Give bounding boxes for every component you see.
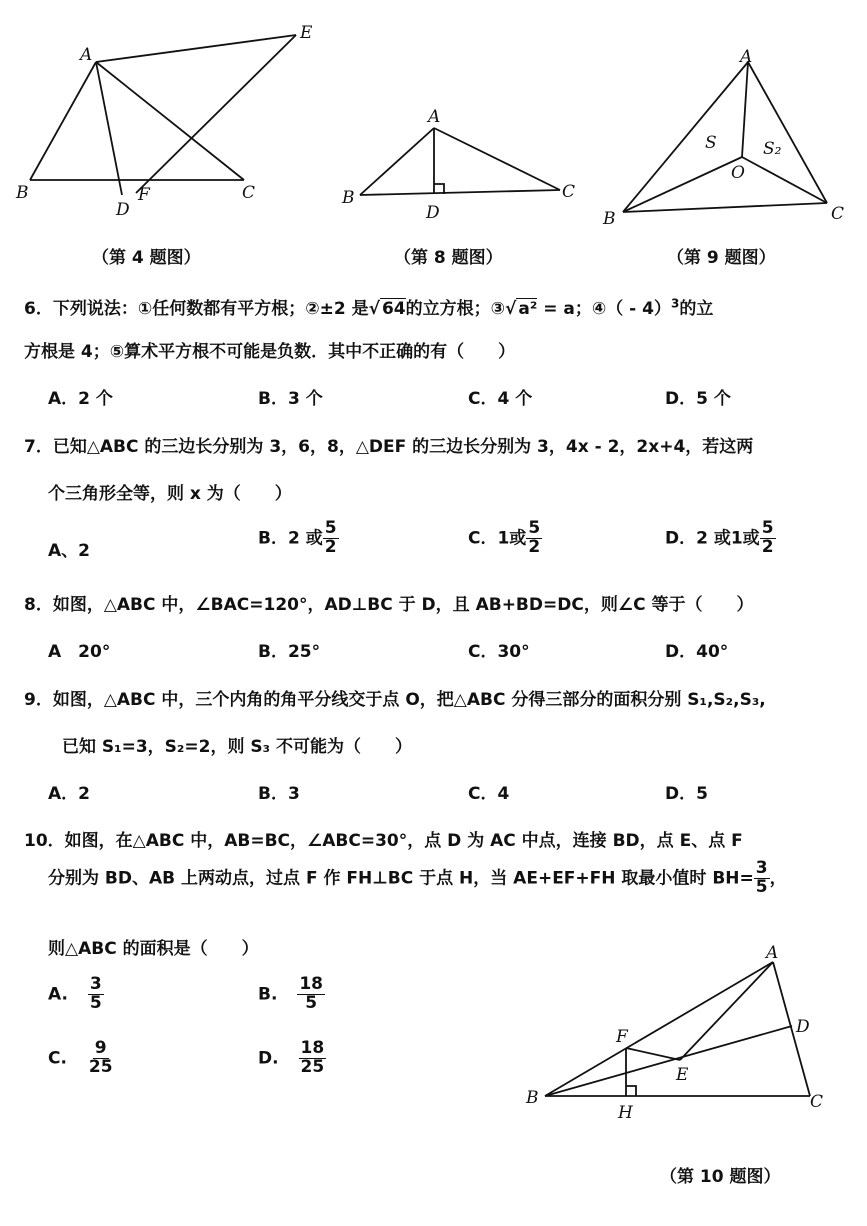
fig9-label-s1: S [705, 133, 717, 153]
q8-line1: 8．如图，△ABC 中，∠BAC=120°，AD⊥BC 于 D，且 AB+BD=DC，则∠C 等于（ ） [24, 595, 754, 615]
fig4-label-b: B [16, 183, 29, 203]
q10-line2: 分别为 BD、AB 上两动点，过点 F 作 FH⊥BC 于点 H，当 AE+EF+FH 取最小值时 BH= $\frac{3}{5}$ ， [48, 858, 787, 897]
q9-line1: 9．如图，△ABC 中，三个内角的角平分线交于点 O，把△ABC 分得三部分的面积分别 S₁,S₂,S₃, [24, 690, 766, 710]
q7-line1: 7．已知△ABC 的三边长分别为 3，6，8，△DEF 的三边长分别为 3，4x - 2，2x+4，若这两 [24, 437, 754, 457]
q9-option-a: A．2 [48, 784, 90, 804]
q8-option-a: A 20° [48, 642, 111, 662]
fig9-label-s2: S₂ [763, 139, 782, 159]
fig9-label-b: B [603, 209, 616, 229]
figure-10 [520, 940, 840, 1130]
fig10-label-e: E [676, 1065, 689, 1085]
fig9-label-c: C [831, 204, 845, 224]
q9-option-b: B．3 [258, 784, 300, 804]
fig8-label-d: D [426, 203, 440, 223]
fig9-label-a: A [740, 47, 753, 67]
q7-line2: 个三角形全等，则 x 为（ ） [48, 484, 292, 504]
q10-line3: 则△ABC 的面积是（ ） [48, 939, 259, 959]
fig8-caption: （第 8 题图） [394, 248, 503, 268]
figure-9 [595, 40, 867, 235]
q6-option-d: D．5 个 [665, 389, 731, 409]
fig8-label-c: C [562, 182, 576, 202]
fig9-caption: （第 9 题图） [667, 248, 776, 268]
fig4-label-d: D [116, 200, 130, 220]
q6-option-c: C．4 个 [468, 389, 533, 409]
fig10-label-h: H [618, 1103, 633, 1123]
fig8-label-b: B [342, 188, 355, 208]
fig10-label-b: B [526, 1088, 539, 1108]
q7-option-c: C．1或 $\frac{5}{2}$ [468, 518, 541, 557]
q6-line1: 6．下列说法：①任何数都有平方根；②±2 是√ 64的立方根；③√ a² = a；④（ - 4）$^3$的立 [24, 296, 714, 319]
q10-option-d: D. $\frac{18}{25}$ [258, 1038, 325, 1077]
fig4-label-a: A [80, 45, 93, 65]
q7-option-a: A、2 [48, 541, 90, 561]
fig10-label-f: F [616, 1027, 628, 1047]
figure-4 [0, 20, 340, 230]
q7-option-d: D．2 或1或 $\frac{5}{2}$ [665, 518, 774, 557]
fig10-label-c: C [810, 1092, 824, 1112]
fig10-caption: （第 10 题图） [660, 1167, 781, 1187]
fig4-label-e: E [300, 23, 313, 43]
fig10-label-d: D [796, 1017, 810, 1037]
fig9-label-o: O [731, 163, 745, 183]
figure-8 [330, 100, 590, 230]
fig4-label-f: F [138, 185, 150, 205]
q9-line2: 已知 S₁=3，S₂=2，则 S₃ 不可能为（ ） [62, 737, 412, 757]
q8-option-d: D．40° [665, 642, 729, 662]
q10-option-c: C. $\frac{9}{25}$ [48, 1038, 113, 1077]
q7-option-b: B．2 或 $\frac{5}{2}$ [258, 518, 337, 557]
q8-option-c: C．30° [468, 642, 530, 662]
q6-option-a: A．2 个 [48, 389, 113, 409]
q8-option-b: B．25° [258, 642, 321, 662]
q10-line1: 10．如图，在△ABC 中，AB=BC，∠ABC=30°，点 D 为 AC 中点，连接 BD，点 E、点 F [24, 831, 743, 851]
q10-option-b: B. $\frac{18}{5}$ [258, 974, 324, 1013]
fig4-label-c: C [242, 183, 256, 203]
fig8-label-a: A [428, 107, 441, 127]
q9-option-c: C．4 [468, 784, 510, 804]
q6-option-b: B．3 个 [258, 389, 323, 409]
q9-option-d: D．5 [665, 784, 708, 804]
fig4-caption: （第 4 题图） [92, 248, 201, 268]
q6-line2: 方根是 4；⑤算术平方根不可能是负数．其中不正确的有（ ） [24, 342, 516, 362]
fig10-label-a: A [766, 943, 779, 963]
q10-option-a: A. $\frac{3}{5}$ [48, 974, 102, 1013]
